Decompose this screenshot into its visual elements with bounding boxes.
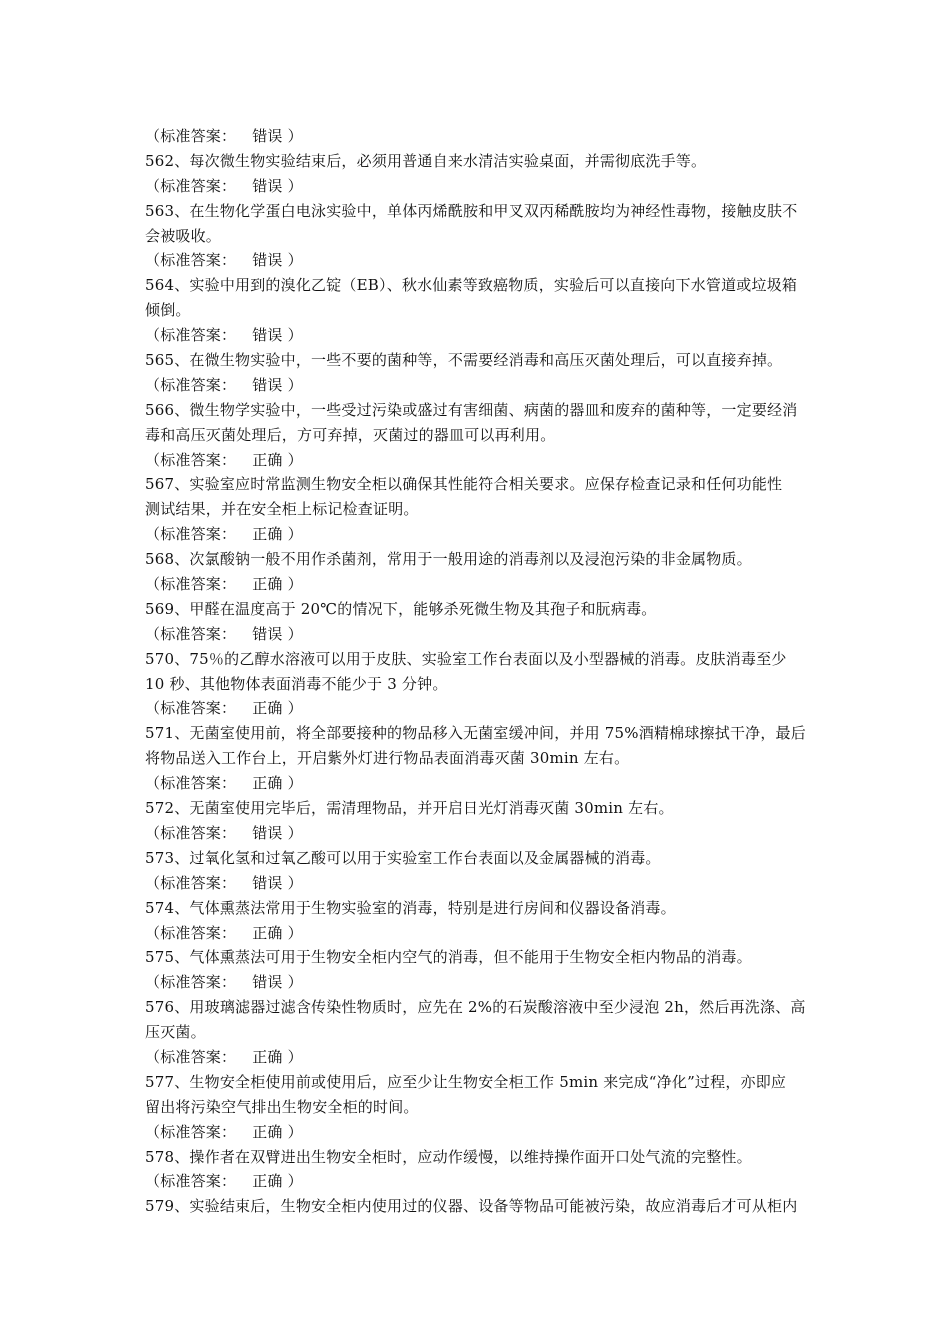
- question-text-line: 565、在微生物实验中，一些不要的菌种等，不需要经消毒和高压灭菌处理后，可以直接弃掉。: [145, 351, 783, 370]
- question-text-line: 577、生物安全柜使用前或使用后，应至少让生物安全柜工作 5min 来完成“净化”过程，亦即应: [145, 1072, 787, 1091]
- answer-label: （标准答案：: [145, 873, 237, 892]
- question-list: [145, 124, 835, 1219]
- question-item: [145, 398, 835, 448]
- answer-value: 正确 ）: [252, 923, 303, 942]
- answer-value: 错误 ）: [252, 823, 303, 842]
- answer-value: 正确 ）: [252, 774, 303, 793]
- answer-line: [145, 323, 835, 348]
- answer-value: 正确 ）: [252, 1122, 303, 1141]
- question-text-line: 571、无菌室使用前，将全部要接种的物品移入无菌室缓冲间，并用 75%酒精棉球擦拭干净，最后: [145, 724, 806, 743]
- answer-value: 正确 ）: [252, 1047, 303, 1066]
- answer-label: （标准答案：: [145, 1122, 237, 1141]
- answer-line: [145, 921, 835, 946]
- answer-label: （标准答案：: [145, 251, 237, 270]
- question-item: [145, 1070, 835, 1120]
- answer-line: [145, 124, 835, 149]
- question-text-line: 576、用玻璃滤器过滤含传染性物质时，应先在 2%的石炭酸溶液中至少浸泡 2h，然后再洗涤、高: [145, 998, 806, 1017]
- answer-label: （标准答案：: [145, 699, 237, 718]
- answer-label: （标准答案：: [145, 973, 237, 992]
- answer-value: 错误 ）: [252, 326, 303, 345]
- answer-label: （标准答案：: [145, 326, 237, 345]
- question-text-line: 574、气体熏蒸法常用于生物实验室的消毒，特别是进行房间和仪器设备消毒。: [145, 898, 676, 917]
- question-item: [145, 273, 835, 323]
- answer-value: 正确 ）: [252, 450, 303, 469]
- question-item: [145, 472, 835, 522]
- answer-line: [145, 248, 835, 273]
- question-text-line: 测试结果，并在安全柜上标记检查证明。: [145, 500, 419, 519]
- answer-line: [145, 970, 835, 995]
- answer-line: [145, 1120, 835, 1145]
- answer-label: （标准答案：: [145, 624, 237, 643]
- question-item: [145, 1194, 835, 1219]
- question-text-line: 562、每次微生物实验结束后，必须用普通自来水清洁实验桌面，并需彻底洗手等。: [145, 151, 707, 170]
- answer-line: [145, 696, 835, 721]
- question-text-line: 563、在生物化学蛋白电泳实验中，单体丙烯酰胺和甲叉双丙稀酰胺均为神经性毒物，接触皮肤不: [145, 201, 798, 220]
- question-text-line: 566、微生物学实验中，一些受过污染或盛过有害细菌、病菌的器皿和废弃的菌种等，一定要经消: [145, 400, 798, 419]
- question-text-line: 会被吸收。: [145, 226, 222, 245]
- question-text-line: 564、实验中用到的溴化乙锭（EB）、秋水仙素等致癌物质，实验后可以直接向下水管道或垃圾箱: [145, 276, 798, 295]
- question-text-line: 毒和高压灭菌处理后，方可弃掉，灭菌过的器皿可以再利用。: [145, 425, 556, 444]
- question-item: [145, 199, 835, 249]
- answer-value: 正确 ）: [252, 699, 303, 718]
- answer-line: [145, 373, 835, 398]
- question-text-line: 压灭菌。: [145, 1023, 206, 1042]
- question-text-line: 568、次氯酸钠一般不用作杀菌剂，常用于一般用途的消毒剂以及浸泡污染的非金属物质。: [145, 550, 752, 569]
- question-text-line: 留出将污染空气排出生物安全柜的时间。: [145, 1097, 419, 1116]
- question-item: [145, 945, 835, 970]
- question-item: [145, 846, 835, 871]
- answer-line: [145, 1169, 835, 1194]
- answer-value: 错误 ）: [252, 973, 303, 992]
- question-text-line: 将物品送入工作台上，开启紫外灯进行物品表面消毒灭菌 30min 左右。: [145, 749, 630, 768]
- question-text-line: 10 秒、其他物体表面消毒不能少于 3 分钟。: [145, 674, 448, 693]
- answer-label: （标准答案：: [145, 450, 237, 469]
- answer-label: （标准答案：: [145, 1047, 237, 1066]
- answer-label: （标准答案：: [145, 525, 237, 544]
- question-item: [145, 647, 835, 697]
- question-text-line: 倾倒。: [145, 301, 191, 320]
- answer-value: 错误 ）: [252, 176, 303, 195]
- answer-line: [145, 1045, 835, 1070]
- question-item: [145, 796, 835, 821]
- question-text-line: 569、甲醛在温度高于 20℃的情况下，能够杀死微生物及其孢子和朊病毒。: [145, 599, 657, 618]
- question-text-line: 572、无菌室使用完毕后，需清理物品，并开启日光灯消毒灭菌 30min 左右。: [145, 799, 674, 818]
- answer-value: 正确 ）: [252, 575, 303, 594]
- question-text-line: 578、操作者在双臂进出生物安全柜时，应动作缓慢，以维持操作面开口处气流的完整性。: [145, 1147, 752, 1166]
- answer-label: （标准答案：: [145, 774, 237, 793]
- answer-line: [145, 771, 835, 796]
- answer-value: 错误 ）: [252, 375, 303, 394]
- question-text-line: 567、实验室应时常监测生物安全柜以确保其性能符合相关要求。应保存检查记录和任何功能性: [145, 475, 783, 494]
- answer-value: 错误 ）: [252, 624, 303, 643]
- answer-line: [145, 174, 835, 199]
- answer-label: （标准答案：: [145, 375, 237, 394]
- question-item: [145, 1145, 835, 1170]
- question-item: [145, 149, 835, 174]
- answer-label: （标准答案：: [145, 127, 237, 145]
- question-item: [145, 597, 835, 622]
- question-item: [145, 995, 835, 1045]
- question-item: [145, 547, 835, 572]
- answer-line: [145, 572, 835, 597]
- question-text-line: 575、气体熏蒸法可用于生物安全柜内空气的消毒，但不能用于生物安全柜内物品的消毒。: [145, 948, 752, 967]
- answer-line: [145, 871, 835, 896]
- question-text-line: 573、过氧化氢和过氧乙酸可以用于实验室工作台表面以及金属器械的消毒。: [145, 848, 661, 867]
- answer-label: （标准答案：: [145, 176, 237, 195]
- answer-line: [145, 622, 835, 647]
- answer-value: 正确 ）: [252, 1172, 303, 1191]
- answer-value: 错误 ）: [252, 873, 303, 892]
- answer-line: [145, 448, 835, 473]
- answer-line: [145, 821, 835, 846]
- question-item: [145, 721, 835, 771]
- answer-label: （标准答案：: [145, 923, 237, 942]
- answer-label: （标准答案：: [145, 575, 237, 594]
- answer-label: （标准答案：: [145, 823, 237, 842]
- answer-label: （标准答案：: [145, 1172, 237, 1191]
- answer-value: 错误 ）: [252, 251, 303, 270]
- question-item: [145, 348, 835, 373]
- answer-value: 正确 ）: [252, 525, 303, 544]
- answer-value: 错误 ）: [252, 127, 303, 145]
- question-item: [145, 896, 835, 921]
- question-text-line: 579、实验结束后，生物安全柜内使用过的仪器、设备等物品可能被污染，故应消毒后才可从柜内: [145, 1197, 798, 1216]
- answer-line: [145, 522, 835, 547]
- question-text-line: 570、75％的乙醇水溶液可以用于皮肤、实验室工作台表面以及小型器械的消毒。皮肤消毒至少: [145, 649, 787, 668]
